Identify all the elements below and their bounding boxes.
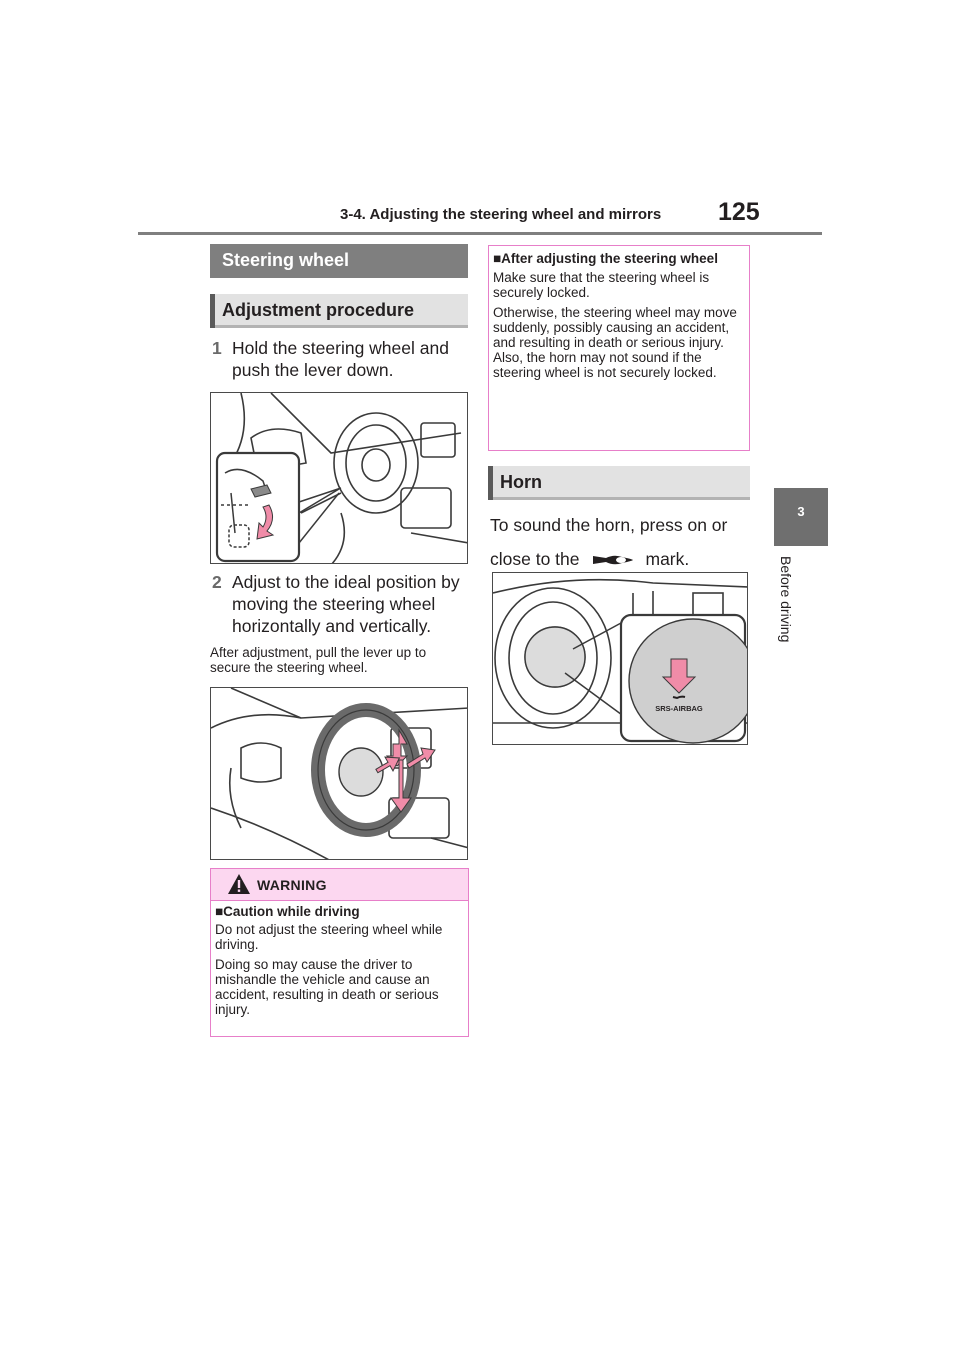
subheading-text: Horn xyxy=(500,472,542,492)
warning-triangle-icon xyxy=(227,873,251,895)
header-rule xyxy=(138,232,822,235)
step-number: 2 xyxy=(212,572,222,592)
figure-steering-lever xyxy=(210,392,468,564)
lock-note-heading-text: After adjusting the steering wheel xyxy=(501,251,718,266)
chapter-label xyxy=(764,556,794,666)
step-1 xyxy=(212,337,470,381)
lock-note-paragraph: Make sure that the steering wheel is securely locked. xyxy=(493,270,710,300)
page-number: 125 xyxy=(718,198,760,226)
warning-heading: ■Caution while driving xyxy=(215,904,360,919)
section-heading: Steering wheel xyxy=(210,244,468,278)
subheading-adjustment-procedure xyxy=(210,294,468,328)
chapter-number: 3 xyxy=(797,504,805,519)
step-text: Adjust to the ideal position by moving the steering wheel horizontally and vertically. xyxy=(232,572,460,636)
warning-title: WARNING xyxy=(257,877,327,893)
horn-text-after: mark. xyxy=(645,549,690,569)
subheading-text: Adjustment procedure xyxy=(222,300,415,320)
step-2 xyxy=(212,571,470,637)
airbag-label: SRS-AIRBAG xyxy=(655,704,703,713)
step-text: Hold the steering wheel and push the lever down. xyxy=(232,338,449,380)
warning-heading-text: Caution while driving xyxy=(223,904,360,919)
figure-horn xyxy=(492,572,748,745)
horn-icon xyxy=(592,553,634,567)
warning-paragraph: Doing so may cause the driver to mishandle the vehicle and cause an accident, resulting in death or serious injury. xyxy=(215,957,439,1017)
warning-header xyxy=(211,869,468,901)
step-number: 1 xyxy=(212,338,222,358)
chapter-label-text: Before driving xyxy=(778,556,794,643)
warning-body xyxy=(211,901,468,1017)
figure-wheel-adjustment xyxy=(210,687,468,860)
lock-note-paragraph: Otherwise, the steering wheel may move suddenly, possibly causing an accident, and resulting in death or serious injury. Also, the horn may not sound if the steering wheel is not securely locked. xyxy=(493,305,737,380)
chapter-tab[interactable] xyxy=(774,488,828,546)
subheading-horn xyxy=(488,466,750,500)
horn-text-before: To sound the horn, press on or close to the xyxy=(490,515,728,569)
warning-box xyxy=(210,868,469,1037)
after-adjustment-note: After adjustment, pull the lever up to secure the steering wheel. xyxy=(210,645,427,675)
lock-note-heading: ■After adjusting the steering wheel xyxy=(493,251,718,266)
horn-instruction xyxy=(490,508,752,576)
header-section-title: 3-4. Adjusting the steering wheel and mirrors xyxy=(340,206,662,223)
warning-paragraph: Do not adjust the steering wheel while driving. xyxy=(215,922,443,952)
lock-note-box xyxy=(488,245,750,451)
